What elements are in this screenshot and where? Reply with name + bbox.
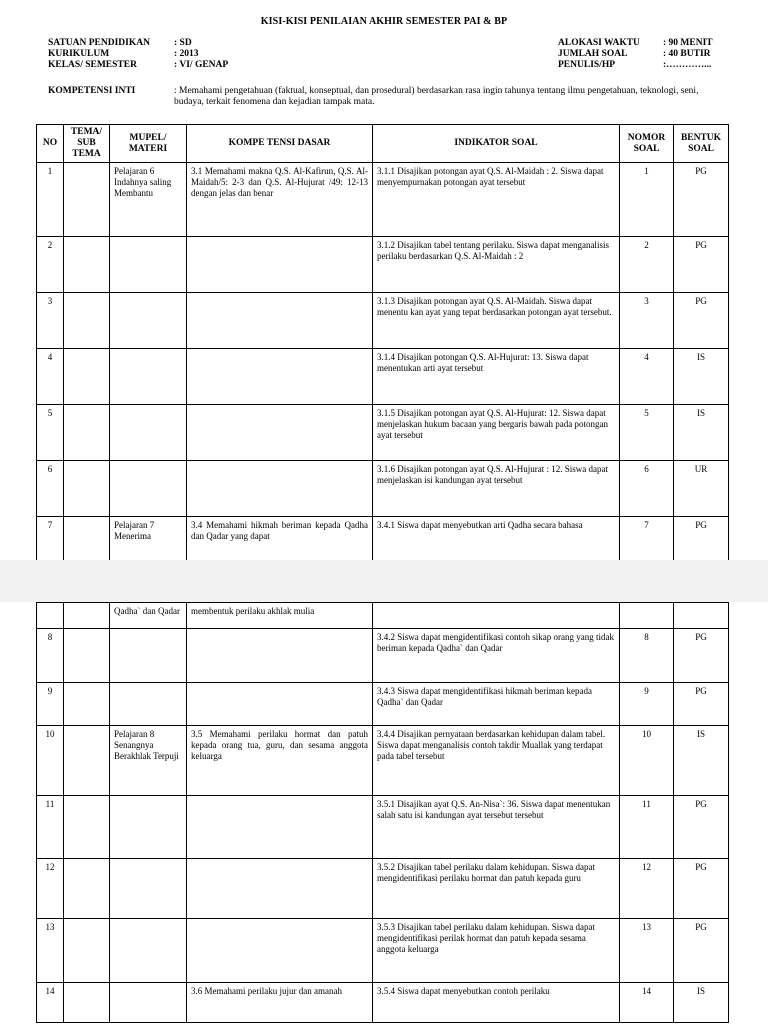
cell-indikator: 3.5.2 Disajikan tabel perilaku dalam kehidupan. Siswa dapat mengidentifikasi perilaku hormat dan patuh kepada guru	[373, 859, 620, 919]
kisi-table-page-2	[36, 602, 729, 1023]
cell-no: 1	[37, 163, 64, 237]
cell-kd	[187, 405, 373, 461]
cell-indikator: 3.5.1 Disajikan ayat Q.S. An-Nisa`: 36. Siswa dapat menentukan salah satu isi kandungan ayat tersebut tersebut	[373, 796, 620, 859]
table-row	[37, 919, 729, 983]
cell-indikator: 3.1.3 Disajikan potongan ayat Q.S. Al-Maidah. Siswa dapat menentu kan ayat yang tepat berdasarkan potongan ayat tersebut.	[373, 293, 620, 349]
cell-nomor: 8	[620, 629, 674, 683]
cell-indikator: 3.1.6 Disajikan potongan ayat Q.S. Al-Hujurat : 12. Siswa dapat menjelaskan isi kandungan ayat tersebut	[373, 461, 620, 517]
cell-no: 4	[37, 349, 64, 405]
cell-kd: 3.4 Memahami hikmah beriman kepada Qadha dan Qadar yang dapat	[187, 517, 373, 568]
cell-indikator: 3.4.4 Disajikan pernyataan berdasarkan kehidupan dalam tabel. Siswa dapat menganalisis contoh takdir Muallak yang terdapat pada tabel tersebut	[373, 726, 620, 796]
cell-kd	[187, 683, 373, 726]
cell-nomor: 14	[620, 983, 674, 1023]
table-row	[37, 726, 729, 796]
cell-no: 10	[37, 726, 64, 796]
cell-bentuk: PG	[674, 293, 729, 349]
cell-nomor: 9	[620, 683, 674, 726]
cell-indikator: 3.4.1 Siswa dapat menyebutkan arti Qadha secara bahasa	[373, 517, 620, 568]
meta-value: : VI/ GENAP	[174, 60, 229, 70]
cell-bentuk: PG	[674, 859, 729, 919]
meta-value: :…………...	[663, 60, 712, 70]
meta-value: : 40 BUTIR	[663, 49, 711, 59]
cell-tema	[64, 163, 110, 237]
meta-key: ALOKASI WAKTU	[558, 38, 640, 48]
cell-nomor: 2	[620, 237, 674, 293]
meta-key: JUMLAH SOAL	[558, 49, 628, 59]
cell-kd: 3.5 Memahami perilaku hormat dan patuh kepada orang tua, guru, dan sesama anggota keluarga	[187, 726, 373, 796]
cell-mupel	[110, 983, 187, 1023]
cell-kd: membentuk perilaku akhlak mulia	[187, 603, 373, 629]
cell-tema	[64, 796, 110, 859]
cell-mupel	[110, 349, 187, 405]
cell-mupel	[110, 461, 187, 517]
document-title: KISI-KISI PENILAIAN AKHIR SEMESTER PAI & BP	[260, 16, 508, 27]
meta-key: KURIKULUM	[48, 49, 110, 59]
cell-kd	[187, 859, 373, 919]
meta-key: SATUAN PENDIDIKAN	[48, 38, 150, 48]
cell-tema	[64, 683, 110, 726]
meta-key: KELAS/ SEMESTER	[48, 60, 137, 70]
cell-bentuk: PG	[674, 517, 729, 568]
cell-tema	[64, 859, 110, 919]
cell-bentuk: PG	[674, 683, 729, 726]
cell-mupel	[110, 859, 187, 919]
cell-nomor: 3	[620, 293, 674, 349]
meta-right	[558, 38, 713, 71]
cell-kd: 3.6 Memahami perilaku jujur dan amanah	[187, 983, 373, 1023]
cell-mupel	[110, 405, 187, 461]
table-row	[37, 461, 729, 517]
cell-mupel: Pelajaran 8 Senangnya Berakhlak Terpuji	[110, 726, 187, 796]
cell-nomor: 7	[620, 517, 674, 568]
cell-kd	[187, 349, 373, 405]
cell-bentuk: IS	[674, 405, 729, 461]
cell-mupel	[110, 629, 187, 683]
table-row	[37, 237, 729, 293]
cell-tema	[64, 293, 110, 349]
table-row	[37, 163, 729, 237]
cell-tema	[64, 629, 110, 683]
header-tema: TEMA/ SUB TEMA	[64, 125, 110, 163]
cell-bentuk: PG	[674, 237, 729, 293]
cell-bentuk: IS	[674, 726, 729, 796]
cell-mupel: Qadha` dan Qadar	[110, 603, 187, 629]
cell-mupel: Pelajaran 6 Indahnya saling Membantu	[110, 163, 187, 237]
cell-tema	[64, 461, 110, 517]
cell-nomor: 1	[620, 163, 674, 237]
cell-no: 7	[37, 517, 64, 568]
cell-nomor: 6	[620, 461, 674, 517]
cell-no: 12	[37, 859, 64, 919]
cell-no: 3	[37, 293, 64, 349]
header-mupel: MUPEL/ MATERI	[110, 125, 187, 163]
kompetensi-inti	[48, 86, 728, 108]
cell-mupel	[110, 237, 187, 293]
cell-indikator: 3.5.4 Siswa dapat menyebutkan contoh perilaku	[373, 983, 620, 1023]
cell-bentuk: PG	[674, 163, 729, 237]
cell-kd	[187, 629, 373, 683]
meta-value: : SD	[174, 38, 192, 48]
page-2	[0, 602, 768, 1024]
cell-no: 5	[37, 405, 64, 461]
ki-key: KOMPETENSI INTI	[48, 86, 136, 96]
cell-tema	[64, 405, 110, 461]
cell-no	[37, 603, 64, 629]
table-row	[37, 405, 729, 461]
cell-tema	[64, 919, 110, 983]
header-kd: KOMPE TENSI DASAR	[187, 125, 373, 163]
cell-mupel	[110, 796, 187, 859]
page-separator	[0, 560, 768, 602]
cell-no: 8	[37, 629, 64, 683]
cell-no: 13	[37, 919, 64, 983]
cell-kd	[187, 237, 373, 293]
cell-kd	[187, 461, 373, 517]
cell-indikator: 3.1.1 Disajikan potongan ayat Q.S. Al-Maidah : 2. Siswa dapat menyempurnakan potongan ayat tersebut	[373, 163, 620, 237]
cell-tema	[64, 726, 110, 796]
cell-nomor: 10	[620, 726, 674, 796]
cell-mupel	[110, 683, 187, 726]
table-row	[37, 293, 729, 349]
cell-nomor: 13	[620, 919, 674, 983]
cell-no: 9	[37, 683, 64, 726]
cell-indikator: 3.1.4 Disajikan potongan Q.S. Al-Hujurat: 13. Siswa dapat menentukan arti ayat tersebut	[373, 349, 620, 405]
cell-mupel	[110, 919, 187, 983]
ki-value: : Memahami pengetahuan (faktual, konseptual, dan prosedural) berdasarkan rasa ingin tahunya tentang ilmu pengetahuan, teknologi, seni, budaya, terkait fenomena dan kejadian tampak mata.	[174, 86, 699, 107]
cell-tema	[64, 349, 110, 405]
cell-indikator: 3.1.2 Disajikan tabel tentang perilaku. Siswa dapat menganalisis perilaku berdasarkan Q.S. Al-Maidah : 2	[373, 237, 620, 293]
header-bentuk: BENTUK SOAL	[674, 125, 729, 163]
cell-indikator	[373, 603, 620, 629]
kisi-table-page-1	[36, 124, 729, 568]
cell-kd: 3.1 Memahami makna Q.S. Al-Kafirun, Q.S. Al-Maidah/5: 2-3 dan Q.S. Al-Hujurat /49: 12-13 dengan jelas dan benar	[187, 163, 373, 237]
cell-mupel: Pelajaran 7 Menerima	[110, 517, 187, 568]
cell-nomor: 12	[620, 859, 674, 919]
cell-bentuk: PG	[674, 919, 729, 983]
table-row	[37, 859, 729, 919]
cell-bentuk: IS	[674, 349, 729, 405]
cell-no: 2	[37, 237, 64, 293]
cell-bentuk	[674, 603, 729, 629]
cell-mupel	[110, 293, 187, 349]
cell-no: 14	[37, 983, 64, 1023]
table-row	[37, 349, 729, 405]
table-row	[37, 983, 729, 1023]
cell-nomor: 4	[620, 349, 674, 405]
cell-bentuk: UR	[674, 461, 729, 517]
cell-indikator: 3.5.3 Disajikan tabel perilaku dalam kehidupan. Siswa dapat mengidentifikasi perilak hormat dan patuh kepada sesama anggota keluarga	[373, 919, 620, 983]
meta-key: PENULIS/HP	[558, 60, 616, 70]
table-row	[37, 796, 729, 859]
header-nomor: NOMOR SOAL	[620, 125, 674, 163]
cell-nomor	[620, 603, 674, 629]
cell-kd	[187, 293, 373, 349]
cell-indikator: 3.4.2 Siswa dapat mengidentifikasi contoh sikap orang yang tidak beriman kepada Qadha` dan Qadar	[373, 629, 620, 683]
cell-tema	[64, 983, 110, 1023]
table-row	[37, 683, 729, 726]
header-indikator: INDIKATOR SOAL	[373, 125, 620, 163]
cell-indikator: 3.1.5 Disajikan potongan ayat Q.S. Al-Hujurat: 12. Siswa dapat menjelaskan hukum bacaan yang bergaris bawah pada potongan ayat tersebut	[373, 405, 620, 461]
cell-indikator: 3.4.3 Siswa dapat mengidentifikasi hikmah beriman kepada Qadha` dan Qadar	[373, 683, 620, 726]
table-row	[37, 603, 729, 629]
table-row	[37, 629, 729, 683]
cell-kd	[187, 796, 373, 859]
cell-bentuk: IS	[674, 983, 729, 1023]
cell-bentuk: PG	[674, 796, 729, 859]
cell-nomor: 11	[620, 796, 674, 859]
cell-no: 6	[37, 461, 64, 517]
cell-tema	[64, 603, 110, 629]
meta-value: : 2013	[174, 49, 199, 59]
header-no: NO	[37, 125, 64, 163]
meta-left	[48, 38, 228, 71]
cell-no: 11	[37, 796, 64, 859]
cell-kd	[187, 919, 373, 983]
cell-tema	[64, 237, 110, 293]
meta-value: : 90 MENIT	[663, 38, 713, 48]
cell-bentuk: PG	[674, 629, 729, 683]
cell-nomor: 5	[620, 405, 674, 461]
